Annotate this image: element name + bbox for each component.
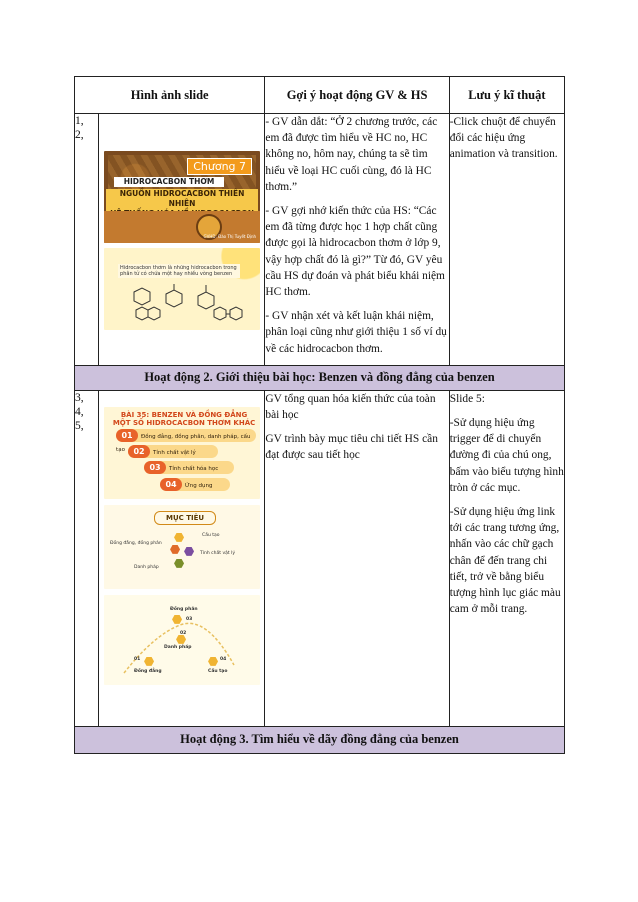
lesson-table xyxy=(74,76,565,754)
slide-title xyxy=(112,411,256,427)
objective-label: Danh pháp xyxy=(134,564,159,570)
technique-paragraph: -Sử dụng hiệu ứng trigger để di chuyển đường đi của chú ong, bấm vào biểu tượng hình tròn ở các mục. xyxy=(449,417,564,494)
hexagon-icon[interactable] xyxy=(174,533,184,542)
header-image: Hình ảnh slide xyxy=(75,77,265,114)
section-title: Hoạt động 2. Giới thiệu bài học: Benzen và đồng đẳng của benzen xyxy=(75,365,565,390)
section-row-2 xyxy=(75,365,565,390)
objective-label: Cấu tạo xyxy=(202,532,220,538)
objective-label[interactable]: Danh pháp xyxy=(164,644,192,650)
slide-title-line: MỘT SỐ HIDROCACBON THƠM KHÁC xyxy=(112,418,256,427)
agenda-label: Đồng đẳng, đồng phân, danh pháp, cấu tạo xyxy=(116,433,251,453)
header-row xyxy=(75,77,565,114)
agenda-label: Tính chất vật lý xyxy=(153,449,196,456)
activity-paragraph: - GV nhận xét và kết luận khái niệm, phân loại cũng như giới thiệu 1 số ví dụ về các hidrocacbon thơm. xyxy=(265,310,447,355)
agenda-label: Tính chất hóa học xyxy=(169,465,219,472)
agenda-item[interactable] xyxy=(128,445,218,458)
hexagon-icon[interactable] xyxy=(170,545,180,554)
activity-paragraph: - GV gợi nhớ kiến thức của HS: “Các em đã từng được học 1 hợp chất cũng được gọi là hidrocacbon thơm ở lớp 9, vậy hợp chất đó là gì?” Từ đó, GV yêu cầu HS dự đoán và phát biểu khái niệm HC thơm. xyxy=(265,205,445,299)
slide-number: 2, xyxy=(75,129,84,141)
slide-caption: Hidrocacbon thơm là những hidrocacbon trong phân tử có chứa một hay nhiều vòng benzen xyxy=(118,264,240,278)
objectives-title: MỤC TIÊU xyxy=(154,511,216,525)
agenda-number: 04 xyxy=(160,478,182,491)
slide-title-line: BÀI 35: BENZEN VÀ ĐỒNG ĐẲNG xyxy=(120,410,248,419)
hexagon-icon[interactable] xyxy=(174,559,184,568)
objective-label: Đồng đẳng, đồng phân xyxy=(110,540,162,546)
slide-title-line: NGUỒN HIDROCACBON THIÊN NHIÊN xyxy=(119,189,245,208)
slide-3-thumbnail xyxy=(104,407,260,499)
header-activity: Gợi ý hoạt động GV & HS xyxy=(265,77,449,114)
slide-number: 3, xyxy=(75,391,84,404)
agenda-number: 02 xyxy=(128,445,150,458)
node-number: 01 xyxy=(134,656,141,662)
technique-cell xyxy=(449,390,564,726)
agenda-item[interactable] xyxy=(160,478,230,491)
activity-cell xyxy=(265,390,449,726)
activity-paragraph: GV tổng quan hóa kiến thức của toàn bài học xyxy=(265,392,436,422)
section-row-3 xyxy=(75,726,565,753)
activity-paragraph: GV trình bày mục tiêu chi tiết HS cần đạt được sau tiết học xyxy=(265,433,438,462)
slide-1-thumbnail xyxy=(104,151,260,243)
slide-number-cell xyxy=(75,390,99,726)
header-technique: Lưu ý kĩ thuật xyxy=(449,77,564,114)
slide-number: 5, xyxy=(75,419,84,432)
slide-title-line: HIDROCACBON THƠM xyxy=(114,177,224,187)
technique-paragraph: Slide 5: xyxy=(449,392,485,405)
node-number: 03 xyxy=(186,616,193,622)
benzene-structures-icon xyxy=(126,284,246,322)
slide-author: GVHD: Đào Thị Tuyết Định xyxy=(203,234,257,239)
chapter-badge: Chương 7 xyxy=(187,158,252,175)
agenda-item[interactable] xyxy=(144,461,234,474)
objective-label[interactable]: Đồng đẳng xyxy=(134,668,162,674)
slide-4-thumbnail xyxy=(104,505,260,589)
slide-number: 4, xyxy=(75,405,84,418)
technique-paragraph: -Sử dụng hiệu ứng link tới các trang tương ứng, nhấn vào các chữ gạch chân để đến trang chi tiết, trở về bằng biểu tượng hình lục giác màu cam ở mỗi trang. xyxy=(449,506,561,616)
slide-images-cell xyxy=(99,114,265,366)
hexagon-icon[interactable] xyxy=(184,547,194,556)
node-number: 02 xyxy=(180,630,187,636)
agenda-number: 03 xyxy=(144,461,166,474)
objective-label: Tính chất vật lý xyxy=(200,550,235,556)
activity-cell xyxy=(265,114,449,366)
slide-number-cell xyxy=(75,114,99,366)
node-number: 04 xyxy=(220,656,227,662)
objective-label[interactable]: Cấu tạo xyxy=(208,668,228,674)
row-slides-3-5 xyxy=(75,390,565,726)
technique-cell xyxy=(449,114,564,366)
slide-number: 1, xyxy=(75,115,84,127)
technique-paragraph: -Click chuột để chuyển đổi các hiệu ứng animation và transition. xyxy=(449,116,558,161)
slide-5-thumbnail xyxy=(104,595,260,685)
section-title: Hoạt động 3. Tìm hiểu về dãy đồng đẳng của benzen xyxy=(75,726,565,753)
objective-label[interactable]: Đồng phân xyxy=(170,606,198,612)
slide-images-cell xyxy=(99,390,265,726)
agenda-label: Ứng dụng xyxy=(185,482,213,489)
row-slides-1-2 xyxy=(75,114,565,366)
agenda-number: 01 xyxy=(116,429,138,442)
activity-paragraph: - GV dẫn dắt: “Ở 2 chương trước, các em đã được tìm hiểu về HC no, HC không no, hôm nay, chúng ta sẽ tìm hiểu về loại HC cuối cùng, đó là HC thơm.” xyxy=(265,116,438,193)
slide-2-thumbnail xyxy=(104,248,260,330)
